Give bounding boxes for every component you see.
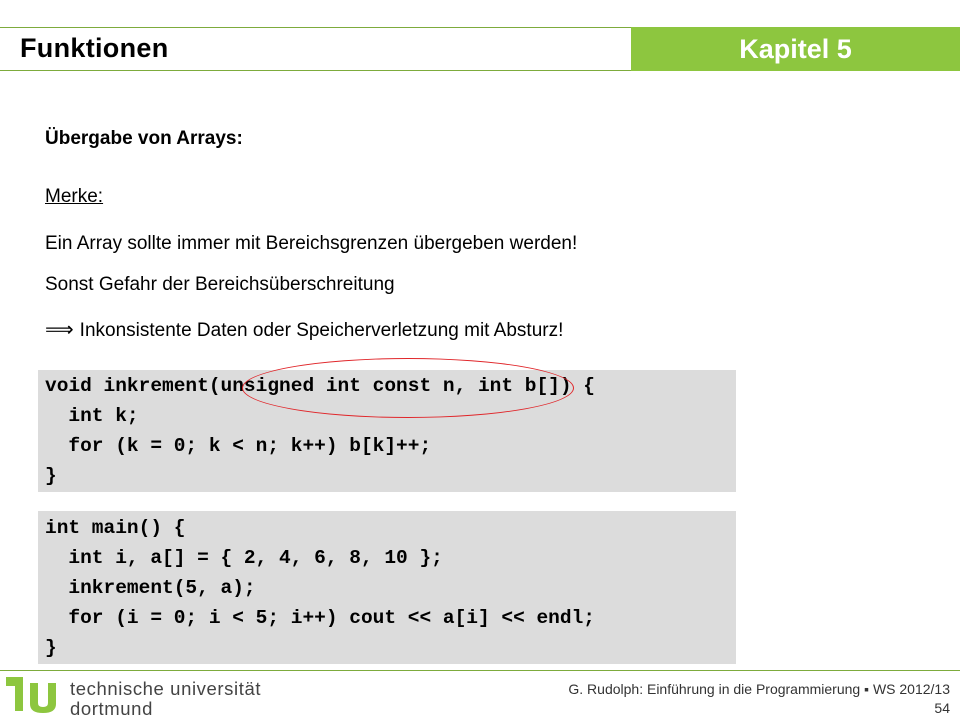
university-line-2: dortmund bbox=[70, 698, 153, 719]
text-line-3-label: Inkonsistente Daten oder Speicherverletzung mit Absturz! bbox=[79, 320, 564, 341]
code-line: void inkrement(unsigned int const n, int b[]) { bbox=[45, 375, 595, 397]
university-line-1: technische universität bbox=[70, 678, 262, 699]
code-line: inkrement(5, a); bbox=[45, 577, 256, 599]
credit-text: G. Rudolph: Einführung in die Programmierung ▪ WS 2012/13 bbox=[568, 681, 950, 697]
chapter-label: Kapitel 5 bbox=[739, 33, 852, 64]
footer-rule bbox=[0, 670, 960, 671]
section-heading: Übergabe von Arrays: bbox=[45, 128, 243, 149]
university-name bbox=[70, 679, 261, 719]
code-line: for (k = 0; k < n; k++) b[k]++; bbox=[45, 435, 432, 457]
text-line-3 bbox=[45, 317, 563, 342]
code-line: } bbox=[45, 465, 57, 487]
slide-title: Funktionen bbox=[20, 33, 169, 63]
code-line: for (i = 0; i < 5; i++) cout << a[i] << endl; bbox=[45, 607, 595, 629]
code-block-main bbox=[38, 511, 736, 664]
code-line: int i, a[] = { 2, 4, 6, 8, 10 }; bbox=[45, 547, 443, 569]
code-line: } bbox=[45, 637, 57, 659]
text-line-1: Ein Array sollte immer mit Bereichsgrenzen übergeben werden! bbox=[45, 233, 578, 254]
footer-credit bbox=[568, 680, 950, 718]
highlight-ellipse bbox=[242, 358, 574, 418]
code-line: int k; bbox=[45, 405, 139, 427]
tu-logo-icon bbox=[6, 677, 62, 713]
page-number: 54 bbox=[934, 700, 950, 716]
note-label: Merke: bbox=[45, 186, 104, 207]
chapter-badge bbox=[631, 27, 960, 71]
implies-icon: ⟹ bbox=[45, 319, 74, 341]
text-line-2: Sonst Gefahr der Bereichsüberschreitung bbox=[45, 274, 395, 295]
code-line: int main() { bbox=[45, 517, 186, 539]
